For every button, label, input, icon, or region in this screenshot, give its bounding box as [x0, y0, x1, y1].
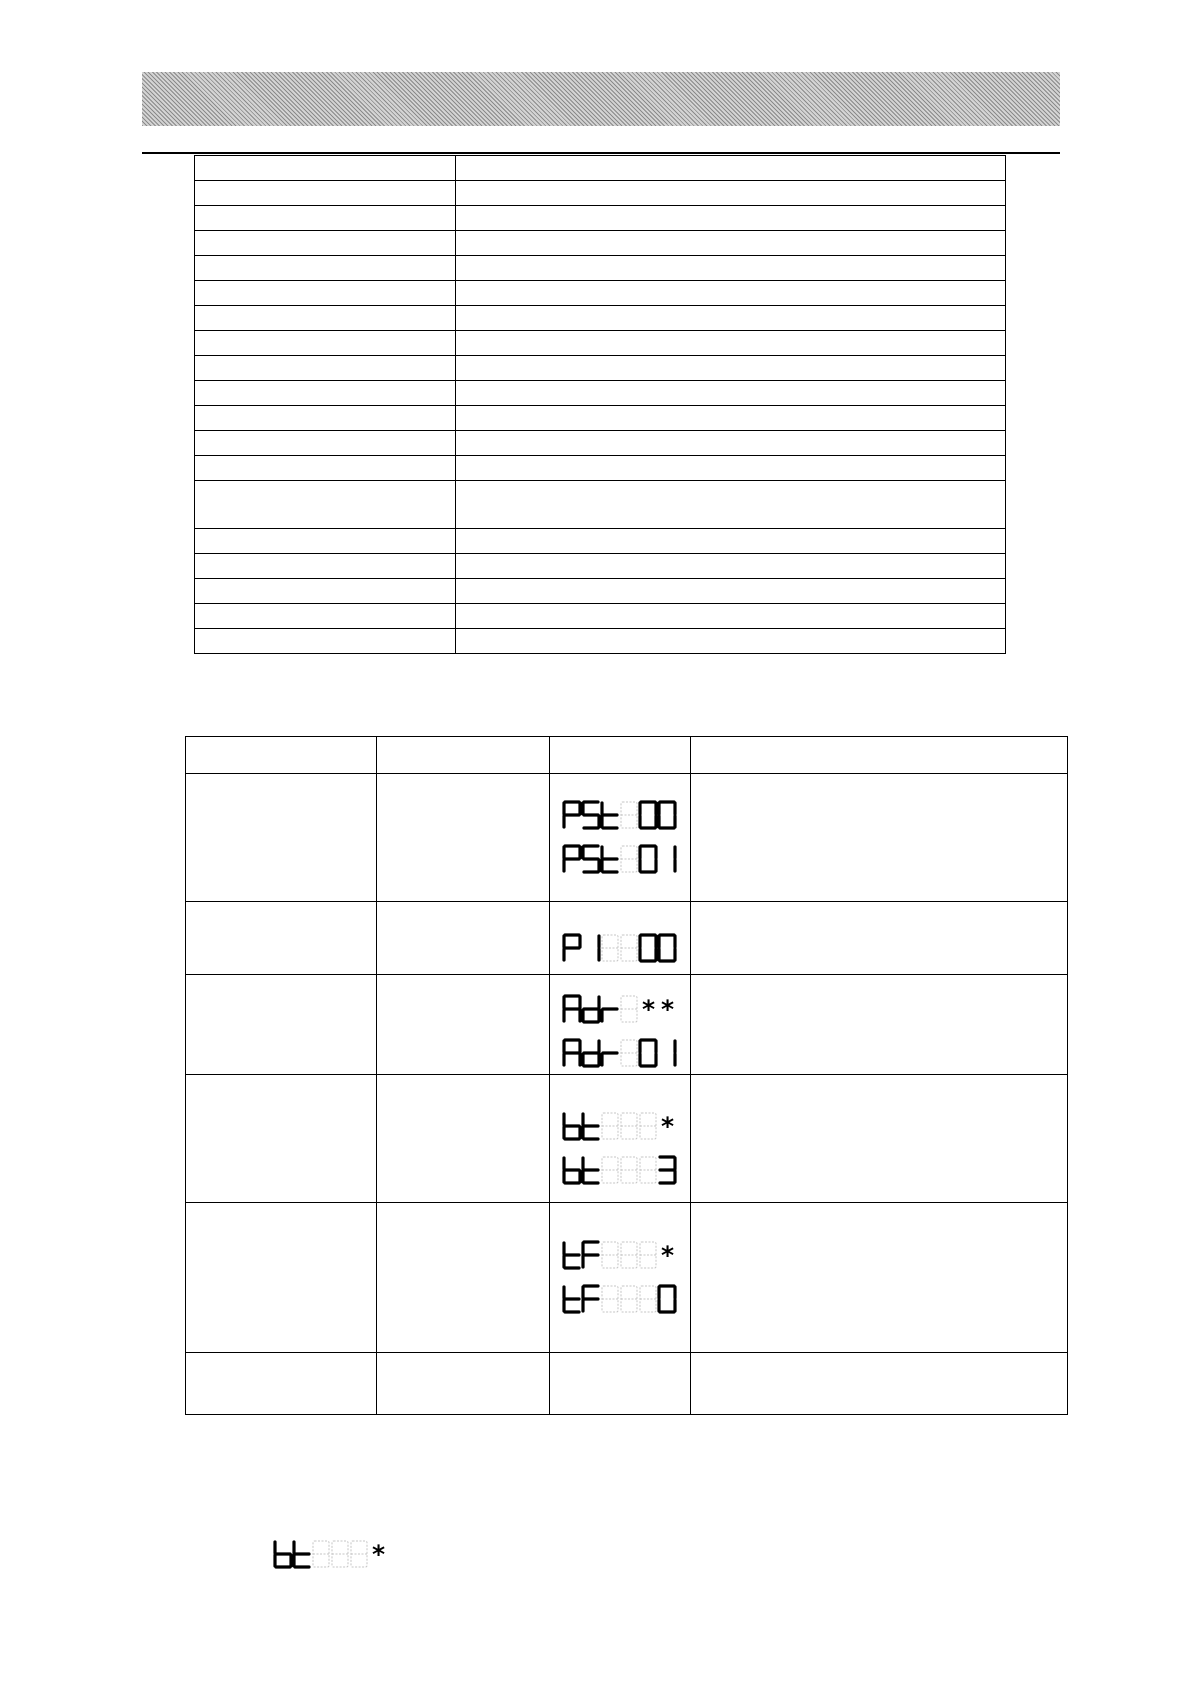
table-row [195, 604, 1006, 629]
table-row [186, 774, 1068, 902]
table-row [186, 975, 1068, 1075]
display-cell [550, 774, 691, 902]
table-row [195, 256, 1006, 281]
table-row [195, 281, 1006, 306]
table-row [195, 231, 1006, 256]
parameter-table [194, 155, 1006, 654]
table-row [195, 456, 1006, 481]
table-row [186, 1203, 1068, 1353]
display-cell [550, 1203, 691, 1353]
lcd-display [560, 992, 680, 1028]
settings-table-header-row [186, 737, 1068, 774]
table-row [195, 629, 1006, 654]
table-row [195, 181, 1006, 206]
table-row [186, 902, 1068, 975]
table-row [195, 381, 1006, 406]
table-row [195, 579, 1006, 604]
header-rule [142, 152, 1060, 154]
table-row [195, 356, 1006, 381]
header-banner [142, 72, 1060, 126]
table-row [195, 206, 1006, 231]
table-row [195, 331, 1006, 356]
table-row [195, 306, 1006, 331]
table-row [195, 156, 1006, 181]
table-row [195, 554, 1006, 579]
table-row [186, 1075, 1068, 1203]
table-row [195, 481, 1006, 529]
lcd-display [560, 1238, 680, 1274]
display-cell [550, 1353, 691, 1415]
table-row [186, 1353, 1068, 1415]
table-row [195, 529, 1006, 554]
display-cell [550, 902, 691, 975]
lcd-display [560, 1036, 680, 1072]
lcd-display [271, 1537, 391, 1573]
display-cell [550, 975, 691, 1075]
svg-text:*: * [661, 1111, 675, 1141]
lcd-display [560, 1282, 680, 1318]
lcd-display [560, 798, 680, 834]
display-cell [550, 1075, 691, 1203]
svg-text:*: * [642, 994, 656, 1024]
standalone-lcd-display [271, 1537, 391, 1573]
table-row [195, 431, 1006, 456]
svg-text:*: * [372, 1540, 386, 1569]
svg-text:*: * [661, 1240, 675, 1270]
lcd-display [560, 1109, 680, 1145]
svg-text:*: * [661, 994, 675, 1024]
settings-table [185, 736, 1068, 1415]
lcd-display [560, 1153, 680, 1189]
lcd-display [560, 931, 680, 967]
lcd-display [560, 842, 680, 878]
table-row [195, 406, 1006, 431]
